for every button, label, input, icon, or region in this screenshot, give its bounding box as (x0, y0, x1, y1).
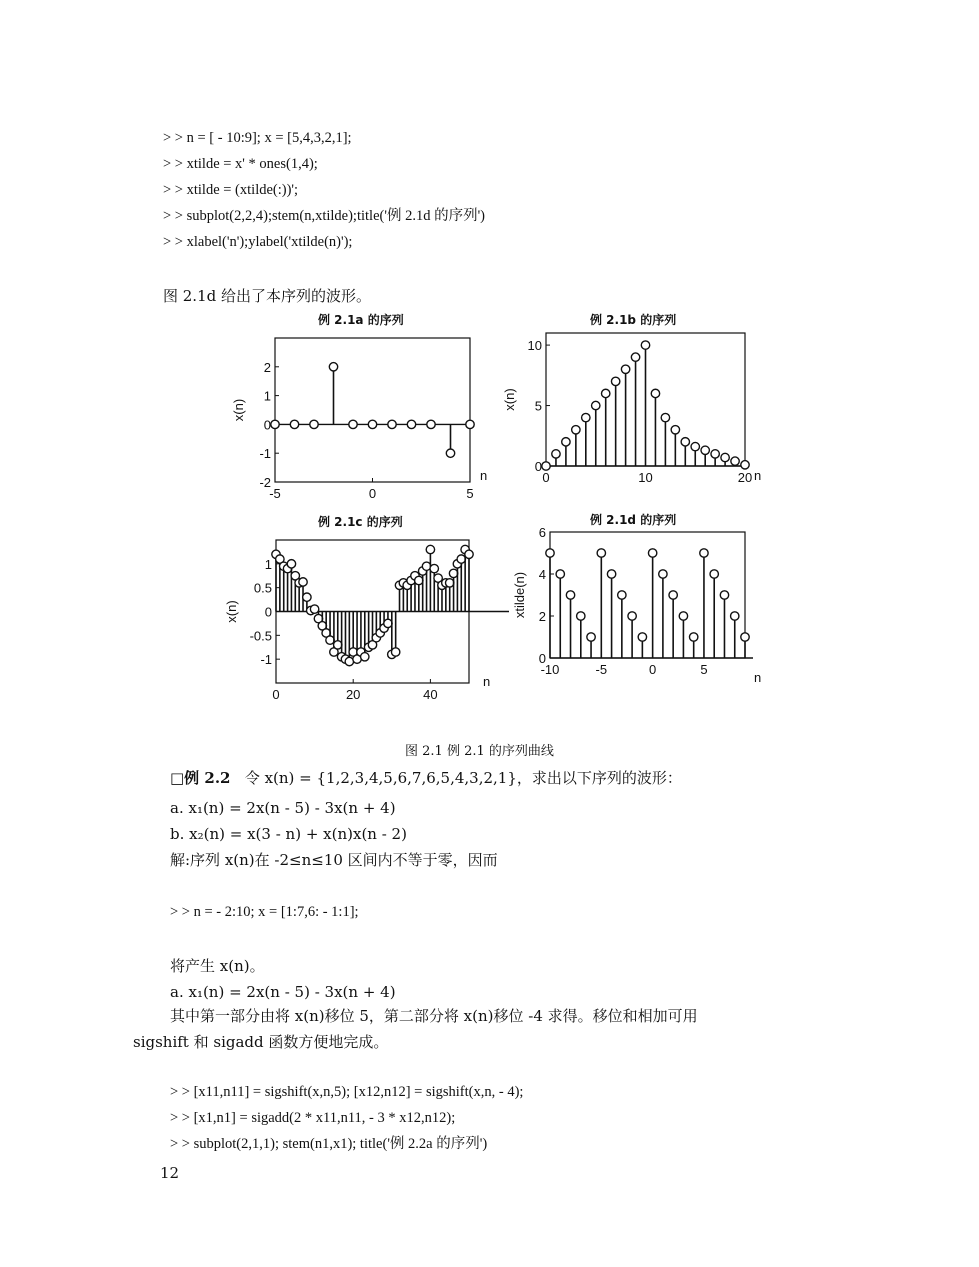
x-axis-label: n (480, 468, 488, 483)
stem-marker (546, 549, 554, 557)
stem-marker (681, 438, 689, 446)
stem-marker (566, 591, 574, 599)
y-axis-label: x(n) (502, 388, 517, 411)
x-tick-label: -5 (595, 662, 608, 677)
code-line: > > [x11,n11] = sigshift(x,n,5); [x12,n12] = sigshift(x,n, - 4); (170, 1084, 524, 1100)
x-tick-label: -10 (540, 662, 560, 677)
y-tick-label: 0 (538, 651, 546, 666)
stem-marker (349, 420, 357, 428)
stem-marker (628, 612, 636, 620)
stem-marker (415, 576, 423, 584)
stem-marker (329, 363, 337, 371)
stem-marker (426, 545, 434, 553)
y-tick-label: 0 (264, 604, 272, 620)
paragraph: 其中第一部分由将 x(n)移位 5，第二部分将 x(n)移位 -4 求得。移位和相加可用 (170, 1007, 698, 1025)
stem-marker (731, 457, 739, 465)
stem-marker (449, 569, 457, 577)
x-tick-label: 0 (649, 662, 657, 677)
stem-marker (731, 612, 739, 620)
stem-marker (310, 605, 318, 613)
plot-d-title: 例 2.1d 的序列 (590, 513, 677, 527)
code-line: > > xlabel('n');ylabel('xtilde(n)'); (163, 234, 353, 250)
plot-b-title: 例 2.1b 的序列 (590, 313, 677, 327)
x-axis-label: n (754, 468, 762, 483)
example-label: □例 2.2 (170, 769, 231, 787)
x-tick-label: 0 (368, 486, 377, 501)
stem-marker (430, 564, 438, 572)
stem-marker (721, 453, 729, 461)
stem-marker (621, 365, 629, 373)
code-line: > > [x1,n1] = sigadd(2 * x11,n11, - 3 * x12,n12); (170, 1110, 456, 1126)
plot-a-title: 例 2.1a 的序列 (318, 313, 404, 327)
stem-marker (659, 570, 667, 578)
y-tick-label: 0.5 (253, 580, 272, 596)
stem-marker (618, 591, 626, 599)
stem-marker (689, 633, 697, 641)
stem-marker (700, 549, 708, 557)
example-statement: 令 x(n) = {1,2,3,4,5,6,7,6,5,4,3,2,1}，求出以下序列的波形： (244, 769, 682, 787)
stem-marker (741, 461, 749, 469)
paragraph: 将产生 x(n)。 (170, 957, 265, 975)
stem-marker (326, 636, 334, 644)
stem-marker (310, 420, 318, 428)
stem-marker (592, 401, 600, 409)
plot-c-title: 例 2.1c 的序列 (318, 515, 403, 529)
x-axis-label: n (754, 670, 762, 685)
stem-marker (691, 442, 699, 450)
y-tick-label: 2 (263, 359, 271, 375)
code-line: > > n = [ - 10:9]; x = [5,4,3,2,1]; (163, 130, 352, 146)
stem-marker (572, 426, 580, 434)
plot-frame (550, 532, 745, 658)
stem-marker (466, 420, 474, 428)
stem-marker (577, 612, 585, 620)
stem-marker (407, 420, 415, 428)
stem-marker (334, 641, 342, 649)
item-a-repeat: a. x₁(n) = 2x(n - 5) - 3x(n + 4) (170, 983, 396, 1001)
stem-marker (710, 570, 718, 578)
plot-frame (275, 338, 470, 482)
y-axis-label: x(n) (231, 398, 246, 422)
stem-marker (384, 619, 392, 627)
code-line: > > subplot(2,2,4);stem(n,xtilde);title('例 2.1d 的序列') (163, 208, 486, 224)
stem-marker (669, 591, 677, 599)
y-tick-label: 0 (534, 459, 542, 474)
y-tick-label: 10 (527, 338, 542, 354)
stem-marker (361, 653, 369, 661)
stem-marker (303, 593, 311, 601)
code-line: > > n = - 2:10; x = [1:7,6: - 1:1]; (170, 904, 359, 920)
stem-marker (271, 420, 279, 428)
stem-marker (611, 377, 619, 385)
y-tick-label: 5 (534, 398, 542, 414)
x-tick-label: 40 (423, 687, 438, 702)
x-axis-label: n (483, 674, 491, 689)
y-axis-label: xtilde(n) (512, 571, 527, 619)
stem-marker (562, 438, 570, 446)
stem-marker (602, 389, 610, 397)
example-item-a: a. x₁(n) = 2x(n - 5) - 3x(n + 4) (170, 799, 396, 817)
paragraph: sigshift 和 sigadd 函数方便地完成。 (133, 1033, 389, 1051)
x-tick-label: 0 (542, 470, 550, 485)
stem-marker (679, 612, 687, 620)
stem-marker (388, 420, 396, 428)
stem-marker (446, 579, 454, 587)
x-tick-label: 0 (272, 687, 280, 702)
stem-marker (290, 420, 298, 428)
stem-marker (651, 389, 659, 397)
stem-marker (552, 450, 560, 458)
stem-marker (587, 633, 595, 641)
y-tick-label: 2 (538, 609, 546, 624)
y-tick-label: -2 (259, 475, 271, 490)
x-tick-label: 5 (700, 662, 708, 677)
stem-marker (446, 449, 454, 457)
stem-marker (391, 648, 399, 656)
example-item-b: b. x₂(n) = x(3 - n) + x(n)x(n - 2) (170, 825, 407, 843)
stem-marker (607, 570, 615, 578)
stem-marker (368, 420, 376, 428)
figure-note: 图 2.1d 给出了本序列的波形。 (163, 287, 371, 305)
stem-marker (299, 578, 307, 586)
stem-marker (711, 450, 719, 458)
stem-marker (556, 570, 564, 578)
y-tick-label: 6 (538, 525, 546, 540)
x-tick-label: -5 (269, 486, 281, 501)
code-line: > > xtilde = x' * ones(1,4); (163, 156, 318, 172)
stem-marker (597, 549, 605, 557)
stem-marker (465, 550, 473, 558)
stem-marker (641, 341, 649, 349)
stem-marker (638, 633, 646, 641)
stem-marker (648, 549, 656, 557)
code-line: > > subplot(2,1,1); stem(n1,x1); title('例 2.2a 的序列') (170, 1136, 488, 1152)
stem-marker (631, 353, 639, 361)
y-tick-label: 0 (263, 417, 271, 433)
stem-marker (701, 446, 709, 454)
y-tick-label: 1 (263, 388, 271, 404)
y-tick-label: -0.5 (249, 628, 272, 644)
figure-caption: 图 2.1 例 2.1 的序列曲线 (405, 744, 554, 759)
stem-marker (741, 633, 749, 641)
x-tick-label: 5 (466, 486, 474, 501)
example-heading (170, 768, 682, 788)
y-tick-label: 1 (264, 556, 272, 572)
page-number: 12 (160, 1164, 180, 1182)
stem-marker (582, 413, 590, 421)
stem-marker (720, 591, 728, 599)
stem-marker (287, 560, 295, 568)
x-tick-label: 20 (345, 687, 361, 702)
stem-marker (661, 413, 669, 421)
stem-marker (457, 555, 465, 563)
stem-marker (542, 462, 550, 470)
y-tick-label: -1 (260, 652, 272, 668)
y-axis-label: x(n) (224, 600, 239, 623)
y-tick-label: -1 (259, 446, 271, 462)
code-line: > > xtilde = (xtilde(:))'; (163, 182, 299, 198)
y-tick-label: 4 (538, 567, 546, 582)
stem-marker (427, 420, 435, 428)
stem-marker (671, 426, 679, 434)
solution-text: 解:序列 x(n)在 -2≤n≤10 区间内不等于零，因而 (170, 851, 498, 869)
x-tick-label: 20 (737, 470, 753, 485)
x-tick-label: 10 (638, 470, 653, 485)
